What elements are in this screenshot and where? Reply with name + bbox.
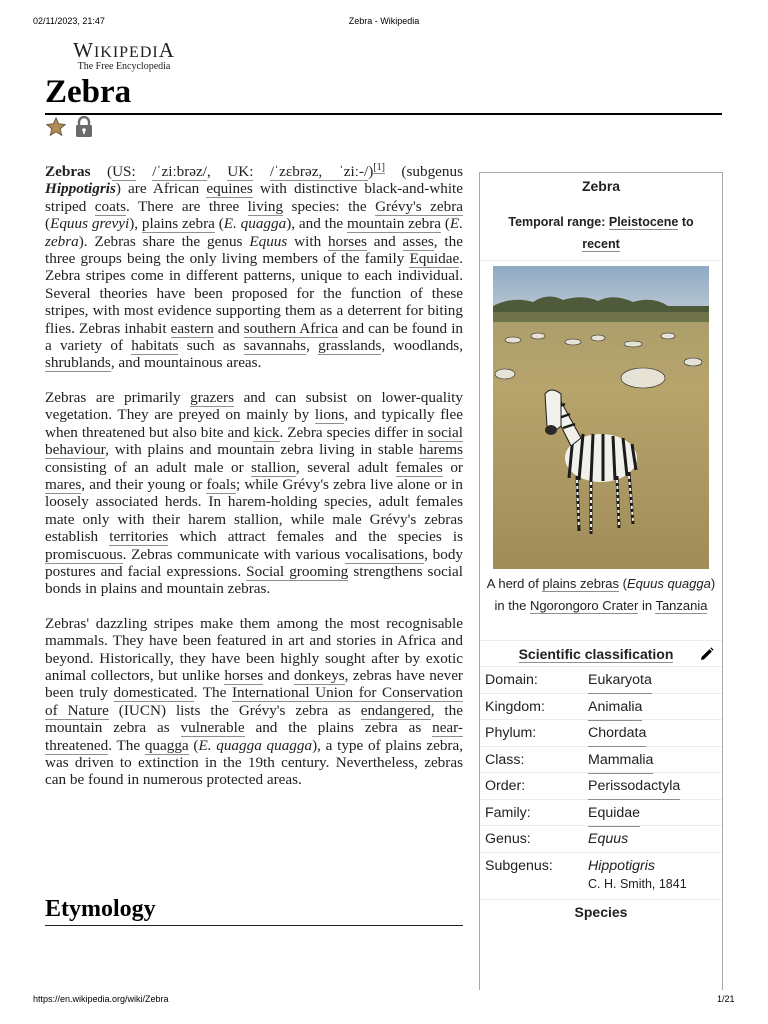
- link-family[interactable]: Equidae: [588, 800, 640, 827]
- link-territories[interactable]: territories: [109, 528, 169, 546]
- link-class[interactable]: Mammalia: [588, 747, 653, 774]
- taxonomy-row: Phylum: Chordata: [480, 720, 722, 747]
- link-kick[interactable]: kick: [253, 423, 280, 441]
- link-females[interactable]: females: [395, 458, 443, 476]
- logo-tagline: The Free Encyclopedia: [77, 61, 171, 72]
- print-url: https://en.wikipedia.org/wiki/Zebra: [33, 994, 169, 1004]
- link-subgenus[interactable]: Hippotigris: [588, 857, 656, 874]
- ref-1[interactable]: [1]: [373, 161, 385, 173]
- link-southern-africa[interactable]: southern Africa: [243, 319, 339, 337]
- link-domain[interactable]: Eukaryota: [588, 667, 652, 694]
- link-phylum[interactable]: Chordata: [588, 720, 646, 747]
- taxonomy-table: [480, 667, 722, 926]
- ipa-us[interactable]: /ˈziːbrəz/: [152, 163, 208, 180]
- link-uk[interactable]: UK:: [227, 163, 254, 180]
- padlock-icon[interactable]: [74, 116, 94, 138]
- link-promiscuous[interactable]: promiscuous: [45, 545, 123, 563]
- taxonomy-row: Class: Mammalia: [480, 747, 722, 774]
- link-us[interactable]: US:: [112, 163, 136, 180]
- link-scientific-classification[interactable]: Scientific classification: [518, 646, 674, 662]
- link-vulnerable[interactable]: vulnerable: [180, 719, 245, 737]
- link-tanzania[interactable]: Tanzania: [655, 598, 708, 613]
- link-horses[interactable]: horses: [328, 232, 367, 250]
- link-savannahs[interactable]: savannahs: [243, 337, 307, 355]
- temporal-range: Temporal range: Pleistocene to recent: [480, 211, 722, 261]
- paragraph-behaviour: Zebras are primarily grazers and can subsist on lower-quality vegetation. They are preyed on mainly by lions, and typically flee when threatened but also bite and kick. Zebra species differ in social behaviour, with plains and mountain zebra living in stable harems consisting of an adult male or stallion, several adult females or mares, and their young or foals; while Grévy's zebra live alone or in loosely associated herds. In harem-holding species, adult females mate only with their harem stallion, while male Grévy's zebras establish territories which attract females and the species is promiscuous. Zebras communicate with various vocalisations, body postures and facial expressions. Social grooming strengthens social bonds in plains and mountain zebras.: [45, 388, 464, 598]
- print-datetime: 02/11/2023, 21:47: [33, 16, 105, 26]
- link-shrublands[interactable]: shrublands: [45, 354, 111, 372]
- wikipedia-logo[interactable]: [63, 38, 185, 72]
- article-body: [45, 163, 463, 806]
- page-title: Zebra: [45, 74, 132, 110]
- section-heading-etymology: Etymology: [45, 896, 463, 926]
- ipa-uk[interactable]: /ˈzɛbrəz, ˈziː-/: [269, 163, 369, 180]
- link-harems[interactable]: harems: [419, 441, 463, 459]
- link-plains-zebra[interactable]: plains zebra: [141, 215, 215, 233]
- taxonomy-row: Genus: Equus: [480, 826, 722, 853]
- link-pleistocene[interactable]: Pleistocene: [608, 215, 679, 229]
- taxonomy-row: Family: Equidae: [480, 800, 722, 827]
- link-kingdom[interactable]: Animalia: [588, 694, 642, 721]
- pencil-edit-icon[interactable]: [700, 647, 714, 661]
- link-living[interactable]: living: [247, 197, 284, 215]
- link-donkeys[interactable]: donkeys: [294, 666, 345, 684]
- paragraph-intro: Zebras (US: /ˈziːbrəz/, UK: /ˈzɛbrəz, ˈziː-/)[1] (subgenus Hippotigris) are African equines with distinctive black-and-white striped coats. There are three living species: the Grévy's zebra (Equus grevyi), plains zebra (E. quagga), and the mountain zebra (E. zebra). Zebras share the genus Equus with horses and asses, the three groups being the only living members of the family Equidae. Zebra stripes come in different patterns, unique to each individual. Several theories have been proposed for the function of these stripes, with most evidence supporting them as a deterrent for biting flies. Zebras inhabit eastern and southern Africa and can be found in a variety of habitats such as savannahs, grasslands, woodlands, shrublands, and mountainous areas.: [45, 161, 464, 372]
- link-equines[interactable]: equines: [206, 180, 253, 198]
- link-order[interactable]: Perissodactyla: [588, 773, 680, 800]
- link-grazers[interactable]: grazers: [190, 388, 234, 406]
- link-ngorongoro-crater[interactable]: Ngorongoro Crater: [529, 598, 639, 613]
- taxonomy-row: Domain: Eukaryota: [480, 667, 722, 694]
- taxonomy-row: Order: Perissodactyla: [480, 773, 722, 800]
- link-grevys-zebra[interactable]: Grévy's zebra: [375, 197, 464, 215]
- zebra-herd-image: [493, 266, 709, 569]
- link-foals[interactable]: foals: [206, 475, 236, 493]
- link-coats[interactable]: coats: [94, 197, 127, 215]
- link-mares[interactable]: mares: [45, 475, 82, 493]
- link-eastern[interactable]: eastern: [170, 319, 214, 337]
- link-horses-2[interactable]: horses: [224, 666, 264, 684]
- link-endangered[interactable]: endangered: [360, 701, 431, 719]
- link-mountain-zebra[interactable]: mountain zebra: [346, 215, 442, 233]
- taxon-authority: C. H. Smith, 1841: [588, 876, 687, 891]
- image-caption: A herd of plains zebras (Equus quagga) in the Ngorongoro Crater in Tanzania: [486, 576, 716, 613]
- link-social-behaviour[interactable]: social behaviour: [45, 423, 463, 459]
- link-genus[interactable]: Equus: [588, 831, 629, 847]
- logo-wordmark: WIKIPEDIA: [73, 38, 175, 62]
- taxobox: [479, 172, 723, 990]
- title-divider: [45, 113, 722, 115]
- link-equidae[interactable]: Equidae: [409, 250, 460, 268]
- scientific-classification-header: [480, 640, 722, 667]
- link-stallion[interactable]: stallion: [251, 458, 296, 476]
- print-doc-title: Zebra - Wikipedia: [348, 16, 420, 26]
- link-vocalisations[interactable]: vocalisations: [344, 545, 425, 563]
- link-lions[interactable]: lions: [314, 406, 345, 424]
- link-recent[interactable]: recent: [582, 237, 620, 251]
- link-social-grooming[interactable]: Social grooming: [246, 562, 349, 580]
- zebra-photo[interactable]: [493, 266, 709, 569]
- species-header: Species: [574, 903, 628, 920]
- lead-term: Zebras: [45, 163, 91, 180]
- link-equus[interactable]: Equus: [249, 232, 288, 250]
- link-asses[interactable]: asses: [402, 232, 434, 250]
- link-iucn[interactable]: International Union for Conservation of Nature: [45, 684, 463, 719]
- paragraph-conservation: Zebras' dazzling stripes make them among the most recognisable mammals. They have been featured in art and stories in Africa and beyond. Historically, they have been highly sought after by exotic animal collectors, but unlike horses and donkeys, zebras have never been truly domesticated. The International Union for Conservation of Nature (IUCN) lists the Grévy's zebra as endangered, the mountain zebra as vulnerable and the plains zebra as near-threatened. The quagga (E. quagga quagga), a type of plains zebra, was driven to extinction in the 19th century. Nevertheless, zebras can be found in numerous protected areas.: [45, 614, 464, 789]
- taxonomy-row: Kingdom: Animalia: [480, 694, 722, 721]
- link-quagga[interactable]: quagga: [144, 736, 189, 754]
- link-grasslands[interactable]: grasslands: [318, 337, 382, 355]
- infobox-title: Zebra: [581, 178, 621, 194]
- link-domesticated[interactable]: domesticated: [113, 684, 194, 702]
- link-habitats[interactable]: habitats: [131, 337, 179, 355]
- link-plains-zebras[interactable]: plains zebras: [542, 576, 620, 591]
- print-page-number: 1/21: [717, 994, 735, 1004]
- taxonomy-row-subgenus: Subgenus: Hippotigris C. H. Smith, 1841: [480, 853, 722, 900]
- bronze-star-icon[interactable]: [45, 116, 67, 138]
- link-near-threatened[interactable]: near-threatened: [45, 719, 463, 754]
